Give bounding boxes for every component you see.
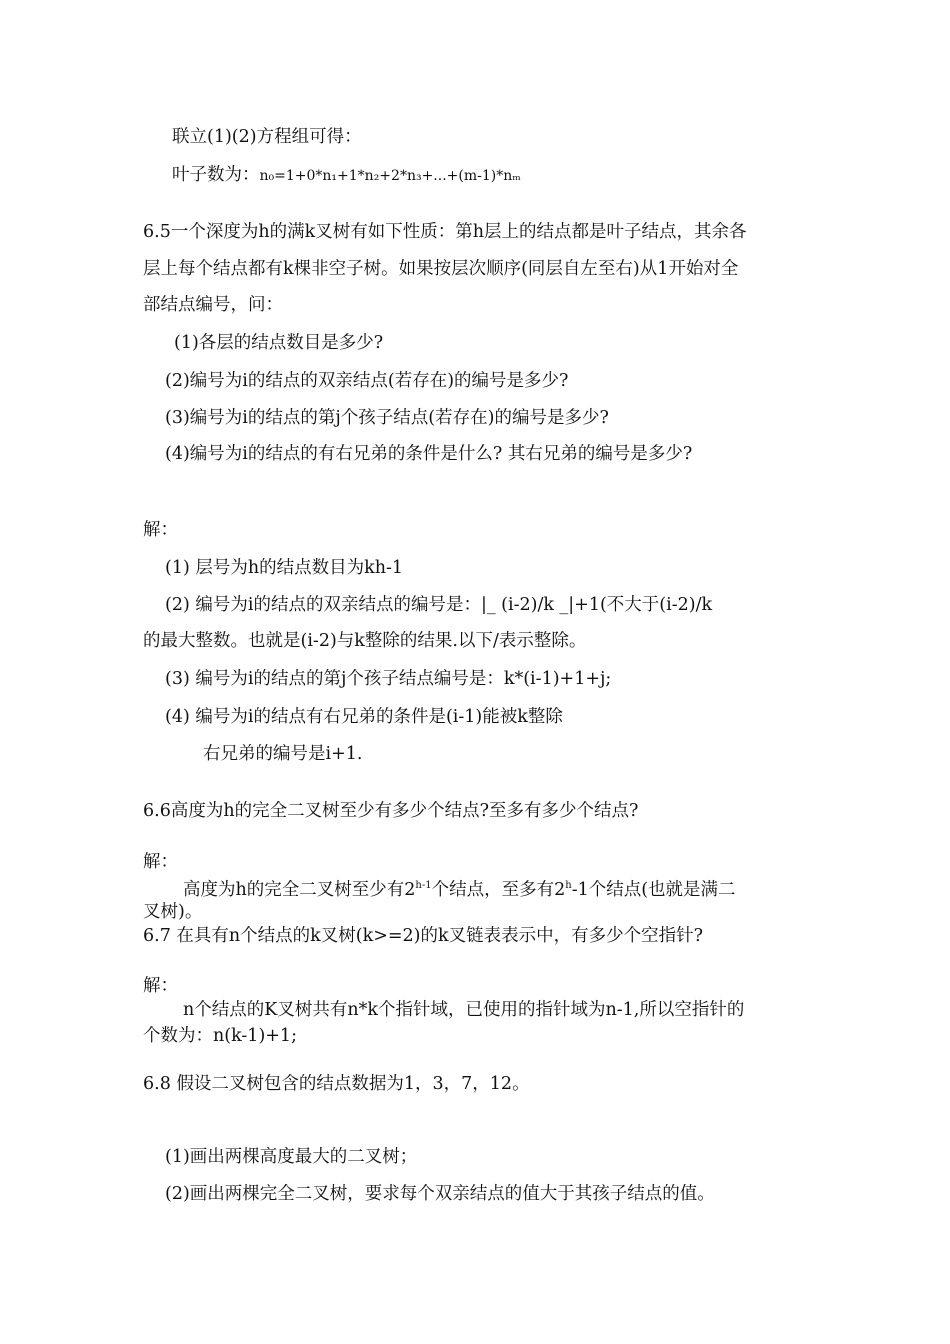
answer-heading: 解： [143, 852, 178, 872]
answer-text: 叉树)。 [143, 902, 203, 922]
answer-heading: 解： [143, 976, 178, 996]
answer-item: (3) 编号为i的结点的第j个孩子结点编号是：k*(i-1)+1+j; [165, 669, 612, 689]
question-item: (2)编号为i的结点的双亲结点(若存在)的编号是多少? [165, 371, 569, 391]
exponent: h-1 [415, 880, 432, 891]
question-item: (2)画出两棵完全二叉树，要求每个双亲结点的值大于其孩子结点的值。 [165, 1184, 715, 1204]
question-text: 层上每个结点都有k棵非空子树。如果按层次顺序(同层自左至右)从1开始对全 [143, 259, 739, 279]
exponent: h [565, 880, 572, 891]
question-item: (4)编号为i的结点的有右兄弟的条件是什么? 其右兄弟的编号是多少? [165, 444, 693, 464]
question-item: (1)画出两棵高度最大的二叉树； [165, 1147, 418, 1167]
text-line: 联立(1)(2)方程组可得： [172, 127, 362, 147]
text-label: 叶子数为： [172, 165, 260, 185]
formula: n₀=1+0*n₁+1*n₂+2*n₃+...+(m-1)*nₘ [259, 168, 521, 184]
text-line [172, 163, 521, 188]
question-text: 6.5一个深度为h的满k叉树有如下性质：第h层上的结点都是叶子结点，其余各 [143, 222, 747, 242]
question-text: 部结点编号，问： [143, 295, 283, 315]
question-item: (3)编号为i的结点的第j个孩子结点(若存在)的编号是多少? [165, 408, 609, 428]
question-text: 6.6高度为h的完全二叉树至少有多少个结点?至多有多少个结点? [143, 801, 639, 821]
answer-item: (2) 编号为i的结点的双亲结点的编号是：|_ (i-2)/k _|+1(不大于(i-2)/k [165, 595, 713, 615]
answer-text: 右兄弟的编号是i+1. [203, 744, 363, 764]
answer-text: 个数为：n(k-1)+1; [143, 1026, 297, 1046]
answer-text: n个结点的K叉树共有n*k个指针域，已使用的指针域为n-1,所以空指针的 [183, 1000, 745, 1020]
question-item: (1)各层的结点数目是多少? [174, 333, 384, 353]
answer-item: (1) 层号为h的结点数目为kh-1 [165, 558, 404, 578]
question-text: 6.7 在具有n个结点的k叉树(k>=2)的k叉链表表示中，有多少个空指针? [143, 926, 703, 946]
text-segment: 高度为h的完全二叉树至少有2 [183, 880, 416, 900]
question-text: 6.8 假设二叉树包含的结点数据为1，3，7，12。 [143, 1074, 530, 1094]
answer-text: 的最大整数。也就是(i-2)与k整除的结果.以下/表示整除。 [143, 631, 587, 651]
answer-heading: 解： [143, 520, 178, 540]
answer-text [183, 874, 736, 902]
text-segment: 个结点，至多有2 [431, 880, 566, 900]
answer-item: (4) 编号为i的结点有右兄弟的条件是(i-1)能被k整除 [165, 707, 563, 727]
text-segment: -1个结点(也就是满二 [571, 880, 736, 900]
